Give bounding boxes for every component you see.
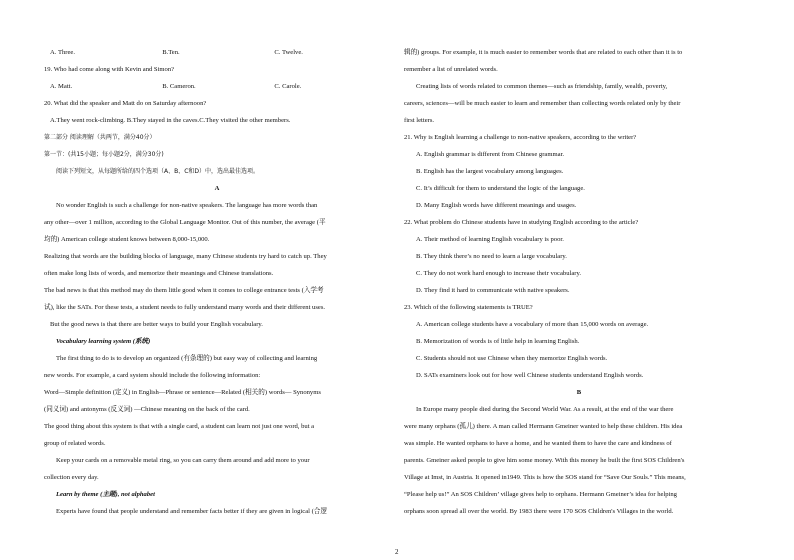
subheading: Learn by theme (主题), not alphabet: [56, 491, 155, 498]
passage-line: first letters.: [404, 117, 435, 124]
passage-line: The good thing about this system is that with a single card, a student can learn not just one word, but a: [44, 423, 315, 430]
passage-line: No wonder English is such a challenge for non-native speakers. The language has more words than: [56, 202, 318, 209]
option: B.Ten.: [162, 49, 180, 56]
option: C. Students should not use Chinese when they memorize English words.: [416, 355, 608, 362]
passage-line: Village at Imst, in Austria. It opened in1949. This is how the SOS stand for “Save Our Souls.” This means,: [404, 474, 686, 481]
page-number: 2: [395, 548, 399, 556]
q19-options: [44, 78, 390, 95]
q20-options: A.They went rock-climbing. B.They stayed in the caves.C.They visited the other members.: [50, 117, 291, 124]
q18-options: [44, 44, 390, 61]
option: A. Their method of learning English vocabulary is poor.: [416, 236, 564, 243]
passage-line: was simple. He wanted orphans to have a home, and he wanted them to have the care and kindness of: [404, 440, 672, 447]
passage-line: The bad news is that this method may do them little good when it comes to college entrance tests (入学考: [44, 287, 324, 294]
passage-line: orphans soon spread all over the world. By 1983 there were 170 SOS Children's Villages in the world.: [404, 508, 674, 515]
question-20: 20. What did the speaker and Matt do on Saturday afternoon?: [44, 100, 207, 107]
option: A. English grammar is different from Chinese grammar.: [416, 151, 565, 158]
question-19: 19. Who had come along with Kevin and Simon?: [44, 66, 175, 73]
passage-line: Keep your cards on a removable metal ring, so you can carry them around and add more to your: [56, 457, 310, 464]
passage-line: Creating lists of words related to common themes—such as friendship, family, wealth, poverty,: [416, 83, 668, 90]
option: C. Twelve.: [274, 49, 303, 56]
passage-line: 试), like the SATs. For these tests, a student needs to fully understand many words and their different uses.: [44, 304, 326, 311]
passage-line: any other—over 1 million, according to the Global Language Monitor. Out of this number, the average (平: [44, 219, 326, 226]
option: C. Carole.: [274, 83, 302, 90]
passage-line: Word—Simple definition (定义) in English—Phrase or sentence—Related (相关的) words— Synonyms: [44, 389, 321, 396]
option: C. They do not work hard enough to increase their vocabulary.: [416, 270, 581, 277]
section-heading: 第一节：(共15小题；每小题2分，满分30分): [44, 151, 164, 158]
option: B. They think there’s no need to learn a large vocabulary.: [416, 253, 567, 260]
passage-line: The first thing to do is to develop an organized (有条理的) but easy way of collecting and learning: [56, 355, 318, 362]
question-21: 21. Why is English learning a challenge to non-native speakers, according to the writer?: [404, 134, 637, 141]
passage-line: collection every day.: [44, 474, 99, 481]
option: C. It’s difficult for them to understand the logic of the language.: [416, 185, 585, 192]
left-column: [44, 44, 390, 520]
passage-line: 均的) American college student knows between 8,000-15,000.: [44, 236, 210, 243]
right-column: [404, 44, 754, 520]
instruction: 阅读下列短文，从每题所给的四个选项（A、B、C和D）中，选出最佳选项。: [56, 168, 260, 175]
option: D. SATs examiners look out for how well Chinese students understand English words.: [416, 372, 644, 379]
option: A. Matt.: [50, 83, 73, 90]
option: D. Many English words have different meanings and usages.: [416, 202, 577, 209]
option: B. Memorization of words is of little help in learning English.: [416, 338, 580, 345]
passage-line: 辑的) groups. For example, it is much easier to remember words that are related to each other than it is to: [404, 49, 683, 56]
passage-line: often make long lists of words, and memorize their meanings and Chinese translations.: [44, 270, 274, 277]
passage-a-title: A: [214, 185, 220, 192]
option: B. English has the largest vocabulary among languages.: [416, 168, 564, 175]
passage-b-title: B: [576, 389, 582, 396]
passage-line: In Europe many people died during the Second World War. As a result, at the end of the war there: [416, 406, 674, 413]
passage-line: remember a list of unrelated words.: [404, 66, 498, 73]
passage-line: new words. For example, a card system should include the following information:: [44, 372, 261, 379]
option: A. American college students have a vocabulary of more than 15,000 words on average.: [416, 321, 649, 328]
question-22: 22. What problem do Chinese students have in studying English according to the article?: [404, 219, 639, 226]
part-heading: 第二部分 阅读理解（共两节，满分40分）: [44, 134, 156, 141]
passage-line: parents. Gmeiner asked people to give him some money. With this money he built the first SOS Children's: [404, 457, 685, 464]
passage-line: “Please help us!” An SOS Children’ village gives help to orphans. Hermann Gmeiner’s idea for helping: [404, 491, 677, 498]
passage-line: careers, sciences—will be much easier to learn and remember than collecting words related only by their: [404, 100, 681, 107]
option: D. They find it hard to communicate with native speakers.: [416, 287, 570, 294]
passage-line: Realizing that words are the building blocks of language, many Chinese students try hard to catch up. They: [44, 253, 327, 260]
passage-line: Experts have found that people understand and remember facts better if they are given in logical (合逻: [56, 508, 327, 515]
passage-line: But the good news is that there are better ways to build your English vocabulary.: [50, 321, 263, 328]
option: B. Cameron.: [162, 83, 196, 90]
passage-line: group of related words.: [44, 440, 106, 447]
question-23: 23. Which of the following statements is TRUE?: [404, 304, 533, 311]
passage-line: were many orphans (孤儿) there. A man called Hermann Gmeiner wanted to help these children. His idea: [404, 423, 683, 430]
option: A. Three.: [50, 49, 75, 56]
subheading: Vocabulary learning system (系统): [56, 338, 151, 345]
passage-line: (同义词) and antonyms (反义词) —Chinese meaning on the back of the card.: [44, 406, 250, 413]
